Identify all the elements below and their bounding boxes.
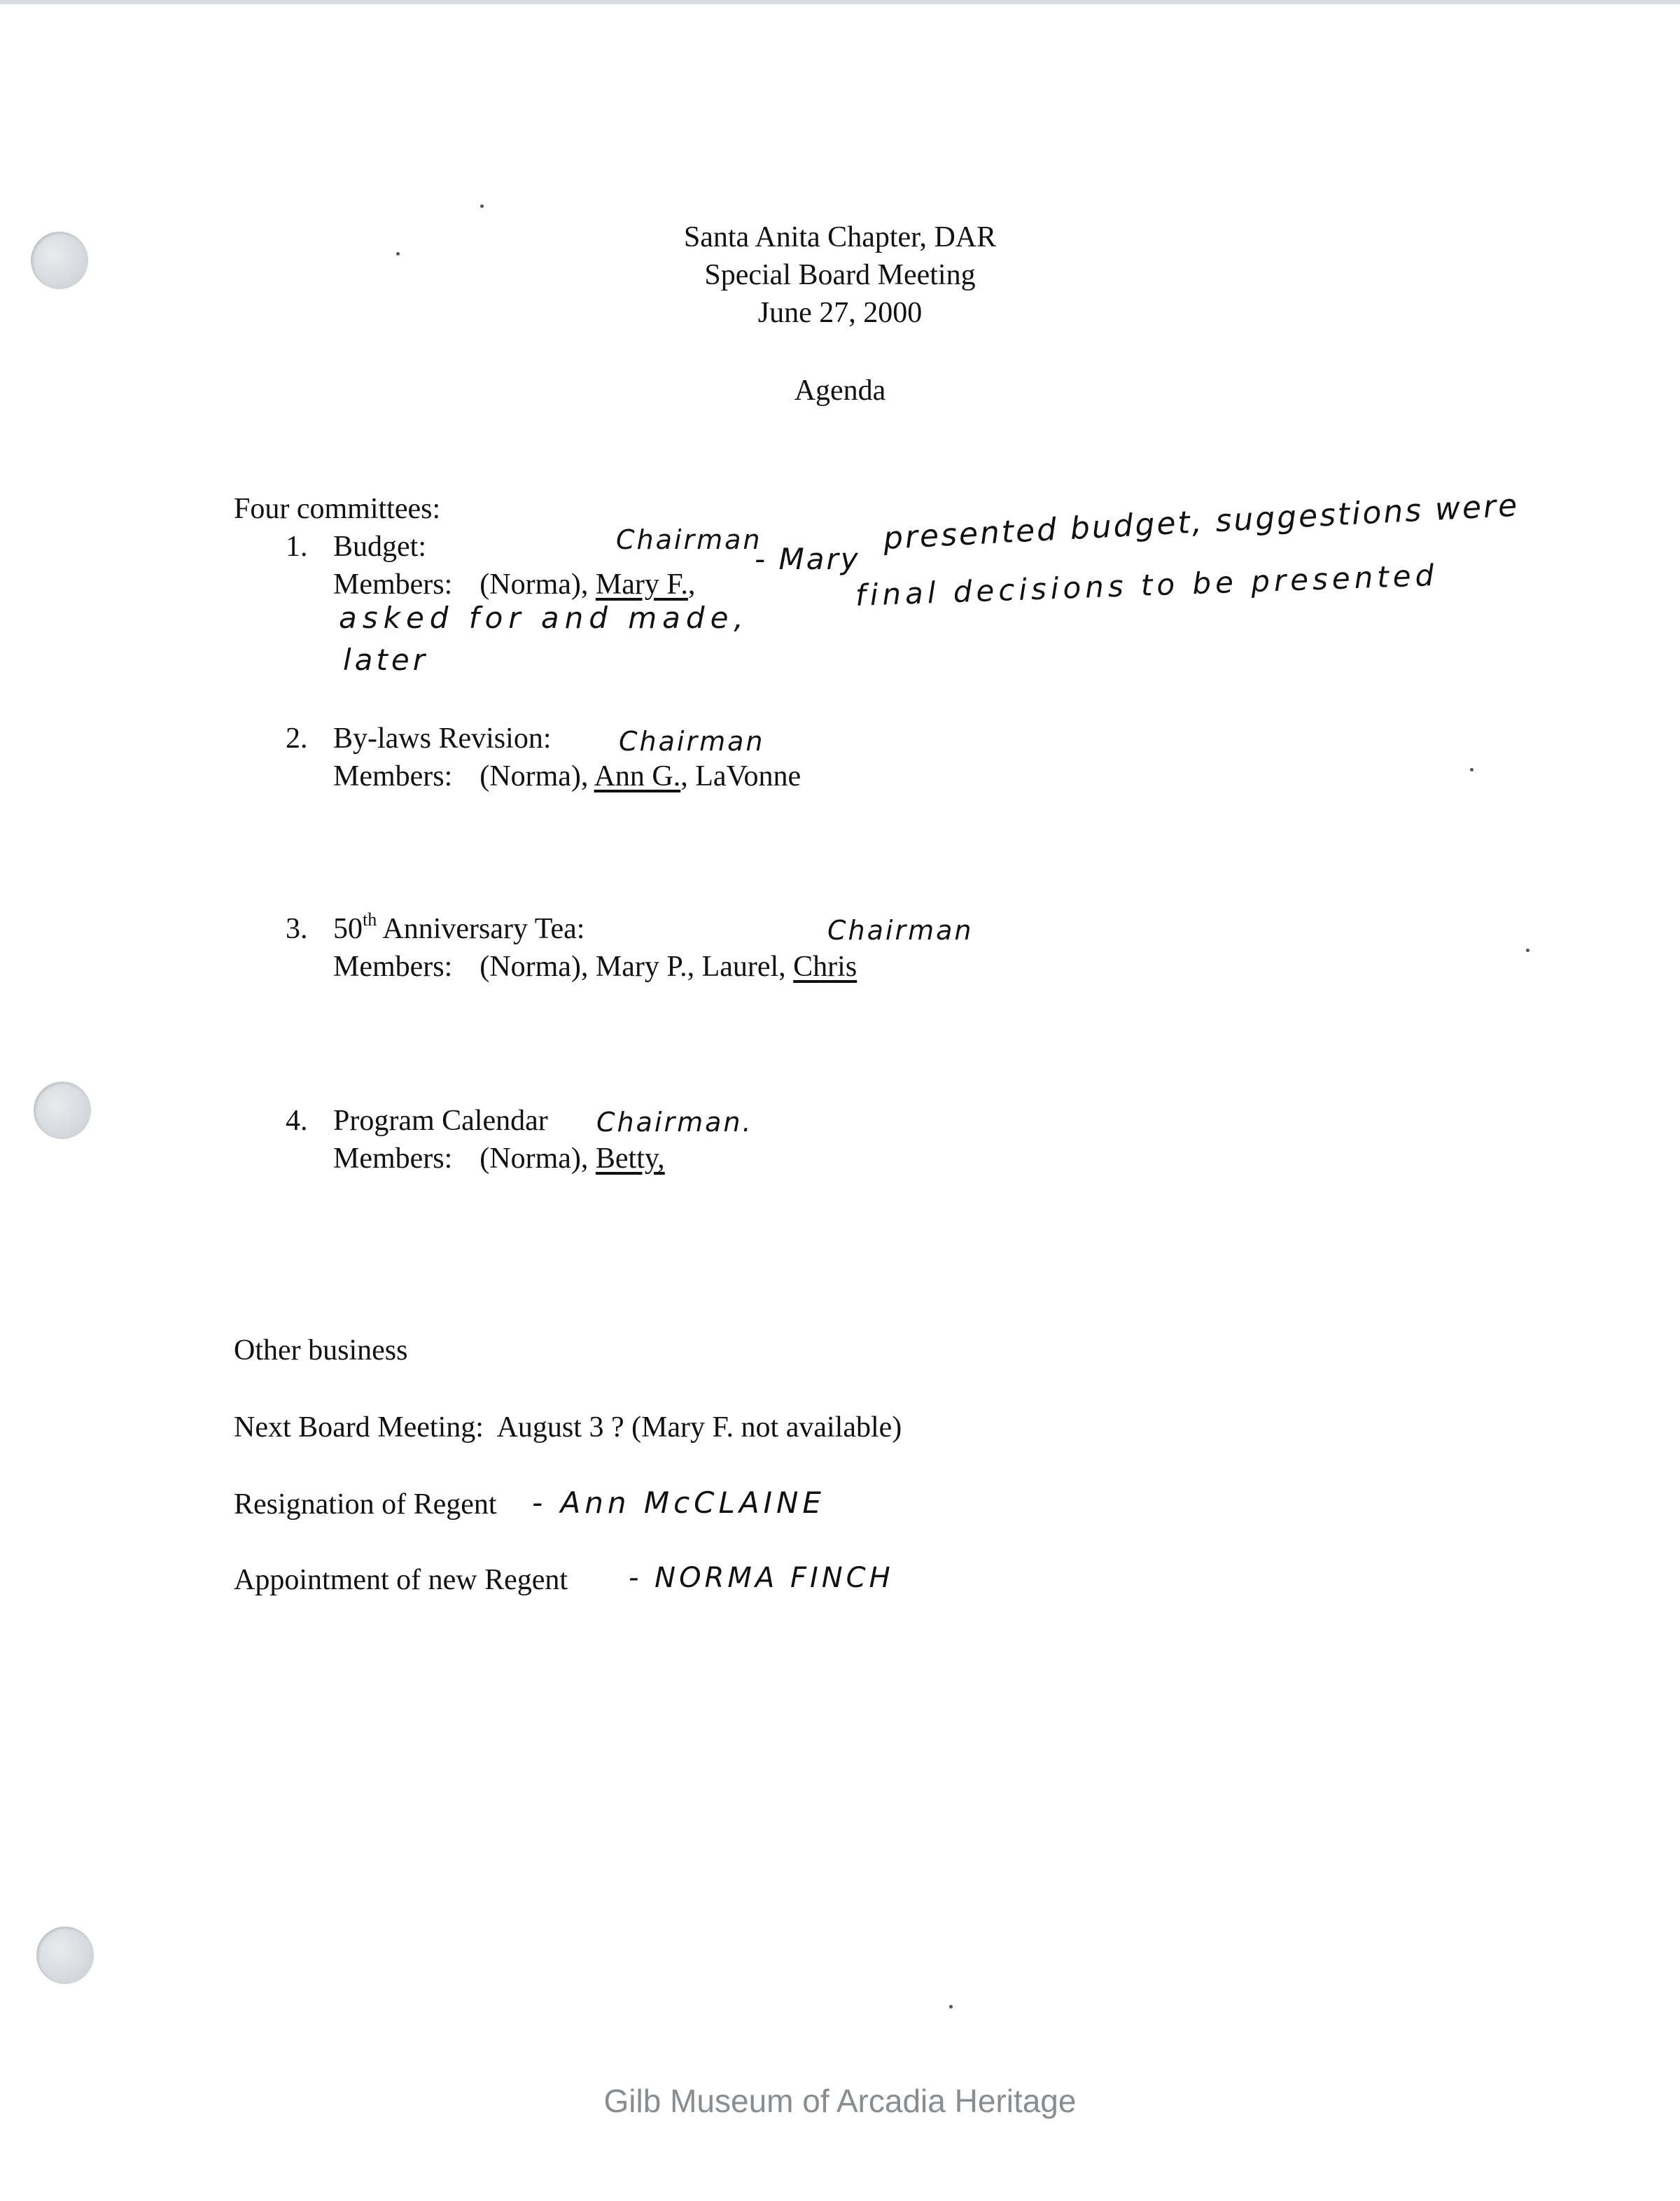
members-separator: , [687,568,696,601]
item-1-number: 1. [286,531,308,563]
item-1-note-mary: - Mary [755,542,860,576]
scan-speck [949,2005,953,2008]
member-chair-mary-f: Mary F. [595,568,688,601]
item-2-members [333,762,801,791]
item-1-note-line-2a: asked for and made, [339,601,749,635]
member-lavonne: , LaVonne [680,760,802,792]
punch-hole-middle [34,1082,91,1139]
appointment-note: - NORMA FINCH [629,1562,894,1594]
resignation-note: - Ann McCLAINE [532,1486,825,1520]
item-1-title: Budget: [333,531,426,563]
item-4-number: 4. [286,1105,308,1137]
committees-intro: Four committees: [234,493,441,525]
member-chair-ann-g: Ann G. [594,760,681,792]
item-2-number: 2. [286,722,308,755]
other-business: Other business [234,1334,408,1367]
member-norma: (Norma), [479,760,589,792]
scan-speck [396,252,400,256]
members-label: Members: [333,568,453,601]
item-3-title-ordinal: th [363,909,377,930]
member-norma: (Norma), [479,1143,589,1175]
museum-footer: Gilb Museum of Arcadia Heritage [603,2083,1077,2119]
item-1-chair-note: Chairman [616,524,762,555]
item-4-title: Program Calendar [333,1105,548,1137]
scan-speck [1526,949,1530,952]
members-label: Members: [333,760,453,792]
scan-speck [1470,768,1474,771]
item-3-title-text: Anniversary Tea: [377,913,585,945]
item-1-members [333,570,695,599]
item-3-number: 3. [286,913,308,945]
item-3-members [333,952,857,981]
item-2-chair-note: Chairman [619,726,765,757]
org-name: Santa Anita Chapter, DAR [683,221,997,253]
item-2-title: By-laws Revision: [333,722,552,755]
resignation-label: Resignation of Regent [234,1488,497,1521]
members-label: Members: [333,951,453,983]
item-4-chair-note: Chairman. [596,1107,753,1138]
member-chair-chris: Chris [793,951,858,983]
item-4-members [333,1144,665,1173]
members-label: Members: [333,1143,453,1175]
item-3-title-number: 50 [333,913,363,945]
item-1-note-line-3: later [343,643,428,677]
item-3-title [333,909,585,945]
meeting-date: June 27, 2000 [757,297,923,329]
member-norma: (Norma), [479,568,589,601]
scan-top-edge [0,0,1680,4]
item-3-chair-note: Chairman [827,915,974,946]
item-1-note-line-1: presented budget, suggestions were [882,487,1520,557]
agenda-title: Agenda [794,375,886,407]
item-1-note-line-2b: final decisions to be presented [855,557,1438,613]
punch-hole-bottom [36,1927,94,1984]
next-board-meeting: Next Board Meeting: August 3 ? (Mary F. not available) [234,1411,902,1444]
member-chair-betty: Betty, [595,1143,665,1175]
appointment-label: Appointment of new Regent [234,1564,568,1596]
scan-speck [480,204,484,208]
meeting-title: Special Board Meeting [704,259,976,291]
member-list: (Norma), Mary P., Laurel, [479,951,786,983]
